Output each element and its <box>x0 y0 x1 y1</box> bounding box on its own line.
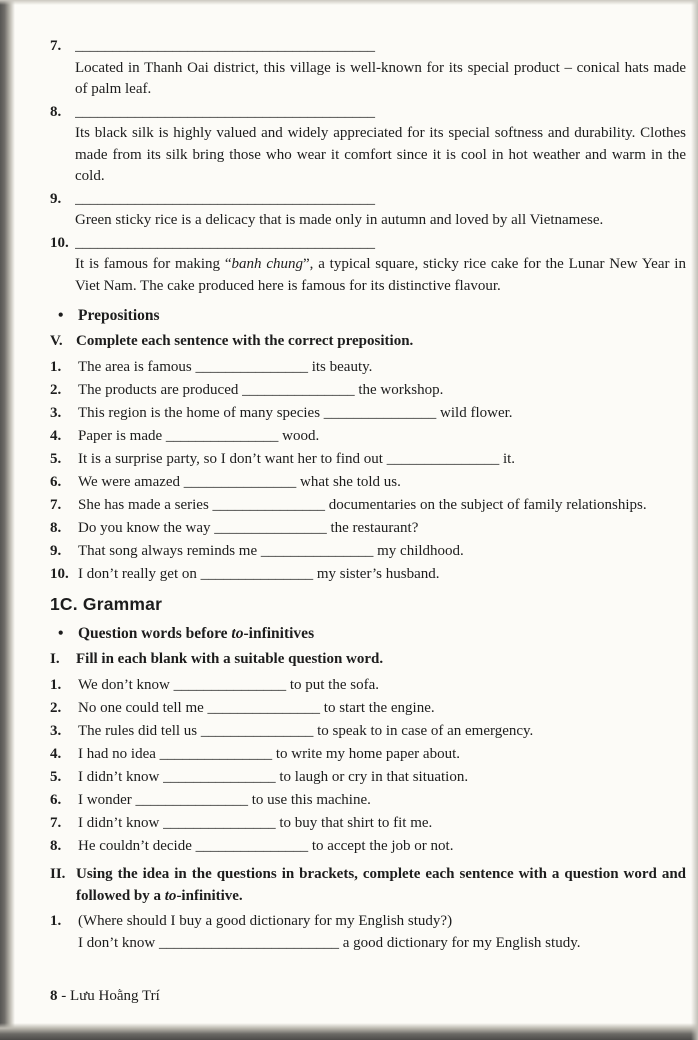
item-number: 6. <box>50 792 62 808</box>
item-text: That song always reminds me _______________ my childhood. <box>78 543 464 559</box>
prepositions-heading <box>50 305 686 327</box>
sentence-item <box>50 836 686 857</box>
sentence-item <box>50 790 686 811</box>
page-edge-bottom <box>0 1023 698 1040</box>
page-edge-right <box>691 0 698 1040</box>
item-number: 8. <box>50 103 62 120</box>
page-footer <box>50 988 160 1005</box>
exercise-item-8 <box>50 102 686 188</box>
item-text: I didn’t know _______________ to buy that shirt to fit me. <box>78 815 433 831</box>
sentence-item <box>50 767 686 788</box>
answer-blank-line: ________________________________________ <box>75 103 375 120</box>
description-text: It is famous for making “ <box>75 256 232 272</box>
page-number: 8 <box>50 988 58 1004</box>
instruction-text-part: Using the idea in the questions in brackets, complete each sentence with a question word and followed by a <box>76 866 686 904</box>
item-number: 3. <box>50 723 62 739</box>
exercise-item-7 <box>50 36 686 101</box>
item-number: 2. <box>50 382 62 398</box>
item-number: 8. <box>50 838 62 854</box>
item-body <box>75 233 686 298</box>
page-edge-top <box>0 0 698 5</box>
bullet-icon: • <box>58 625 64 642</box>
sentence-item <box>50 426 686 447</box>
item-description: Located in Thanh Oai district, this village is well-known for its special product – conical hats made of palm leaf. <box>75 59 686 97</box>
prepositions-item-list <box>50 357 686 585</box>
sentence-item <box>50 380 686 401</box>
sentence-item <box>50 744 686 765</box>
grammar-topic-heading <box>50 623 686 645</box>
item-number: 10. <box>50 234 69 251</box>
item-number: 5. <box>50 769 62 785</box>
bracket-question-text: (Where should I buy a good dictionary for my English study?) <box>78 913 453 929</box>
instruction-text <box>76 864 686 907</box>
heading-text-part: -infinitives <box>243 625 315 642</box>
exercise-item-9 <box>50 189 686 232</box>
author-name: - Lưu Hoằng Trí <box>57 988 160 1004</box>
page-content <box>50 36 686 954</box>
exercise-number: II. <box>50 866 66 882</box>
bullet-icon: • <box>58 307 64 324</box>
item-number: 3. <box>50 405 62 421</box>
exercise-ii-instruction <box>50 864 686 907</box>
answer-blank-line: ________________________________________ <box>75 234 375 251</box>
instruction-text: Fill in each blank with a suitable question word. <box>76 650 384 667</box>
item-body <box>78 911 686 954</box>
item-text: The products are produced _______________ the workshop. <box>78 382 444 398</box>
answer-blank-line: ________________________________________ <box>75 38 375 54</box>
sentence-item <box>50 564 686 585</box>
item-number: 9. <box>50 190 62 207</box>
item-number: 7. <box>50 815 62 831</box>
item-number: 8. <box>50 520 62 536</box>
page-edge-left <box>0 0 15 1040</box>
sentence-item <box>50 721 686 742</box>
item-text: I had no idea _______________ to write my home paper about. <box>78 746 461 762</box>
item-text: I didn’t know _______________ to laugh or cry in that situation. <box>78 769 469 785</box>
item-text: I don’t really get on _______________ my sister’s husband. <box>78 566 440 582</box>
village-exercise-section <box>50 36 686 297</box>
item-number: 4. <box>50 746 62 762</box>
item-number: 4. <box>50 428 62 444</box>
question-words-item-list <box>50 675 686 857</box>
sentence-item <box>50 449 686 470</box>
grammar-section <box>50 593 686 954</box>
item-number: 7. <box>50 497 62 513</box>
sentence-item <box>50 495 686 516</box>
item-number: 9. <box>50 543 62 559</box>
item-text: This region is the home of many species _______________ wild flower. <box>78 405 513 421</box>
item-text: It is a surprise party, so I don’t want her to find out _______________ it. <box>78 451 516 467</box>
sentence-item <box>50 472 686 493</box>
italic-term: to <box>164 887 177 904</box>
italic-term: to <box>231 625 244 642</box>
sentence-item <box>50 541 686 562</box>
answer-sentence: I don’t know ________________________ a good dictionary for my English study. <box>78 934 581 951</box>
grammar-section-heading: 1C. Grammar <box>50 594 163 614</box>
item-number: 1. <box>50 913 62 929</box>
exercise-i-instruction <box>50 649 686 671</box>
sentence-item <box>50 357 686 378</box>
item-number: 1. <box>50 677 62 693</box>
sentence-item <box>50 518 686 539</box>
item-text: The rules did tell us _______________ to speak to in case of an emergency. <box>78 723 534 739</box>
item-number: 7. <box>50 38 62 54</box>
sentence-item <box>50 698 686 719</box>
item-body <box>75 36 686 101</box>
item-text: The area is famous _______________ its beauty. <box>78 359 373 375</box>
item-text: We were amazed _______________ what she told us. <box>78 474 401 490</box>
item-description <box>75 254 686 297</box>
heading-text <box>78 623 686 645</box>
instruction-text: Complete each sentence with the correct preposition. <box>76 332 414 349</box>
item-number: 1. <box>50 359 62 375</box>
sentence-item <box>50 403 686 424</box>
item-text: Do you know the way _______________ the restaurant? <box>78 520 419 536</box>
item-description: Its black silk is highly valued and widely appreciated for its special softness and durability. Clothes made from its silk bring those who wear it comfort since it is cool in hot weather and warm in the cold. <box>75 125 686 184</box>
answer-blank-line: ________________________________________ <box>75 190 375 207</box>
exercise-number: V. <box>50 332 63 349</box>
italic-term: banh chung <box>231 256 303 272</box>
item-number: 10. <box>50 566 69 582</box>
description-text: ”, a typical square, sticky rice cake for the Lunar New Year in Viet Nam. The cake produced here is famous for its distinctive flavour. <box>75 256 686 294</box>
item-body <box>75 189 686 232</box>
exercise-item-10 <box>50 233 686 298</box>
instruction-text-part: -infinitive. <box>176 887 243 904</box>
item-text: Paper is made _______________ wood. <box>78 428 320 444</box>
heading-text: Prepositions <box>78 307 160 324</box>
item-text: No one could tell me _______________ to start the engine. <box>78 700 435 716</box>
item-number: 5. <box>50 451 62 467</box>
item-number: 2. <box>50 700 62 716</box>
item-text: I wonder _______________ to use this machine. <box>78 792 371 808</box>
item-description: Green sticky rice is a delicacy that is made only in autumn and loved by all Vietnamese. <box>75 212 604 228</box>
heading-text-part: Question words before <box>78 625 232 642</box>
item-number: 6. <box>50 474 62 490</box>
exercise-number: I. <box>50 650 60 667</box>
item-body <box>75 102 686 188</box>
exercise-v-instruction <box>50 331 686 353</box>
sentence-item <box>50 675 686 696</box>
bracket-question-item <box>50 911 686 954</box>
prepositions-section <box>50 305 686 585</box>
sentence-item <box>50 813 686 834</box>
item-text: He couldn’t decide _______________ to accept the job or not. <box>78 838 454 854</box>
item-text: She has made a series _______________ documentaries on the subject of family relationships. <box>78 497 647 513</box>
item-text: We don’t know _______________ to put the sofa. <box>78 677 379 693</box>
